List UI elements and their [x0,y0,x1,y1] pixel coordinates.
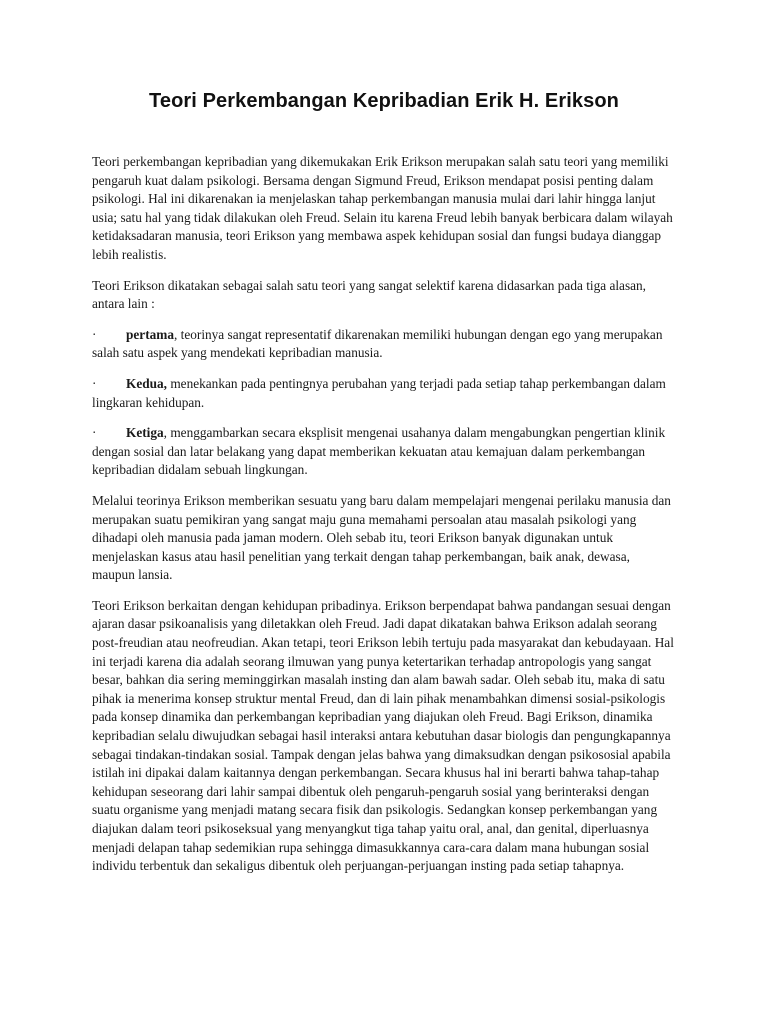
bullet-body-text: menekankan pada pentingnya perubahan yang terjadi pada setiap tahap perkembangan dalam lingkaran kehidupan. [92,375,666,410]
paragraph-personal-life: Teori Erikson berkaitan dengan kehidupan pribadinya. Erikson berpendapat bahwa pandangan sesuai dengan ajaran dasar psikoanalisis yang diletakkan oleh Freud. Jadi dapat dikatakan bahwa Erikson adalah seorang post-freudian atau neofreudian. Akan tetapi, teori Erikson lebih tertuju pada masyarakat dan kebudayaan. Hal ini terjadi karena dia adalah seorang ilmuwan yang punya ketertarikan terhadap antropologis yang sangat besar, bahkan dia sering meminggirkan masalah insting dan alam bawah sadar. Oleh sebab itu, maka di satu pihak ia menerima konsep struktur mental Freud, dan di lain pihak menambahkan dimensi sosial-psikologis pada konsep dinamika dan perkembangan kepribadian yang diajukan oleh Freud. Bagi Erikson, dinamika kepribadian selalu diwujudkan sebagai hasil interaksi antara kebutuhan dasar biologis dan pengungkapannya sebagai tindakan-tindakan sosial. Tampak dengan jelas bahwa yang dimaksudkan dengan psikososial apabila istilah ini dipakai dalam kaitannya dengan perkembangan. Secara khusus hal ini berarti bahwa tahap-tahap kehidupan seseorang dari lahir sampai dibentuk oleh pengaruh-pengaruh sosial yang berinteraksi dengan suatu organisme yang menjadi matang secara fisik dan psikologis. Sedangkan konsep perkembangan yang diajukan dalam teori psikoseksual yang menyangkut tiga tahap yaitu oral, anal, dan genital, diperluasnya menjadi delapan tahap sedemikian rupa sehingga dimasukkannya cara-cara dalam mana hubungan sosial individu terbentuk dan sekaligus dibentuk oleh perjuangan-perjuangan insting pada setiap tahapnya. [92,597,674,874]
bullet-item-third [92,424,676,480]
bullet-lead-text: Kedua, [126,375,168,391]
bullet-item-first [92,326,676,363]
bullet-dot: · [92,375,97,391]
paragraph-intro: Teori perkembangan kepribadian yang dikemukakan Erik Erikson merupakan salah satu teori yang memiliki pengaruh kuat dalam psikologi. Bersama dengan Sigmund Freud, Erikson mendapat posisi penting dalam psikologi. Hal ini dikarenakan ia menjelaskan tahap perkembangan manusia mulai dari lahir hingga lanjut usia; satu hal yang tidak dilakukan oleh Freud. Selain itu karena Freud lebih banyak berbicara dalam wilayah ketidaksadaran manusia, teori Erikson yang membawa aspek kehidupan sosial dan fungsi budaya dianggap lebih realistis. [92,154,673,262]
bullet-body-text: , teorinya sangat representatif dikarenakan memiliki hubungan dengan ego yang merupakan salah satu aspek yang mendekati kepribadian manusia. [92,326,663,361]
document-title: Teori Perkembangan Kepribadian Erik H. Erikson [149,90,619,112]
bullet-lead-text: pertama [126,326,174,342]
bullet-body-text: , menggambarkan secara eksplisit mengenai usahanya dalam mengabungkan pengertian klinik dengan sosial dan latar belakang yang dapat memberikan kekuatan atau kemajuan dalam perkembangan kepribadian didalam sebuah lingkungan. [92,425,666,478]
paragraph-reasons: Teori Erikson dikatakan sebagai salah satu teori yang sangat selektif karena didasarkan pada tiga alasan, antara lain : [92,277,647,312]
bullet-dot: · [92,326,97,342]
paragraph-modern: Melalui teorinya Erikson memberikan sesuatu yang baru dalam mempelajari mengenai perilaku manusia dan merupakan suatu pemikiran yang sangat maju guna memahami persoalan atau masalah psikologi yang dihadapi oleh manusia pada jaman modern. Oleh sebab itu, teori Erikson banyak digunakan untuk menjelaskan kasus atau hasil penelitian yang terkait dengan tahap perkembangan, baik anak, dewasa, maupun lansia. [92,492,671,583]
bullet-lead-text: Ketiga [126,425,164,441]
bullet-item-second [92,375,676,412]
bullet-dot: · [92,425,97,441]
